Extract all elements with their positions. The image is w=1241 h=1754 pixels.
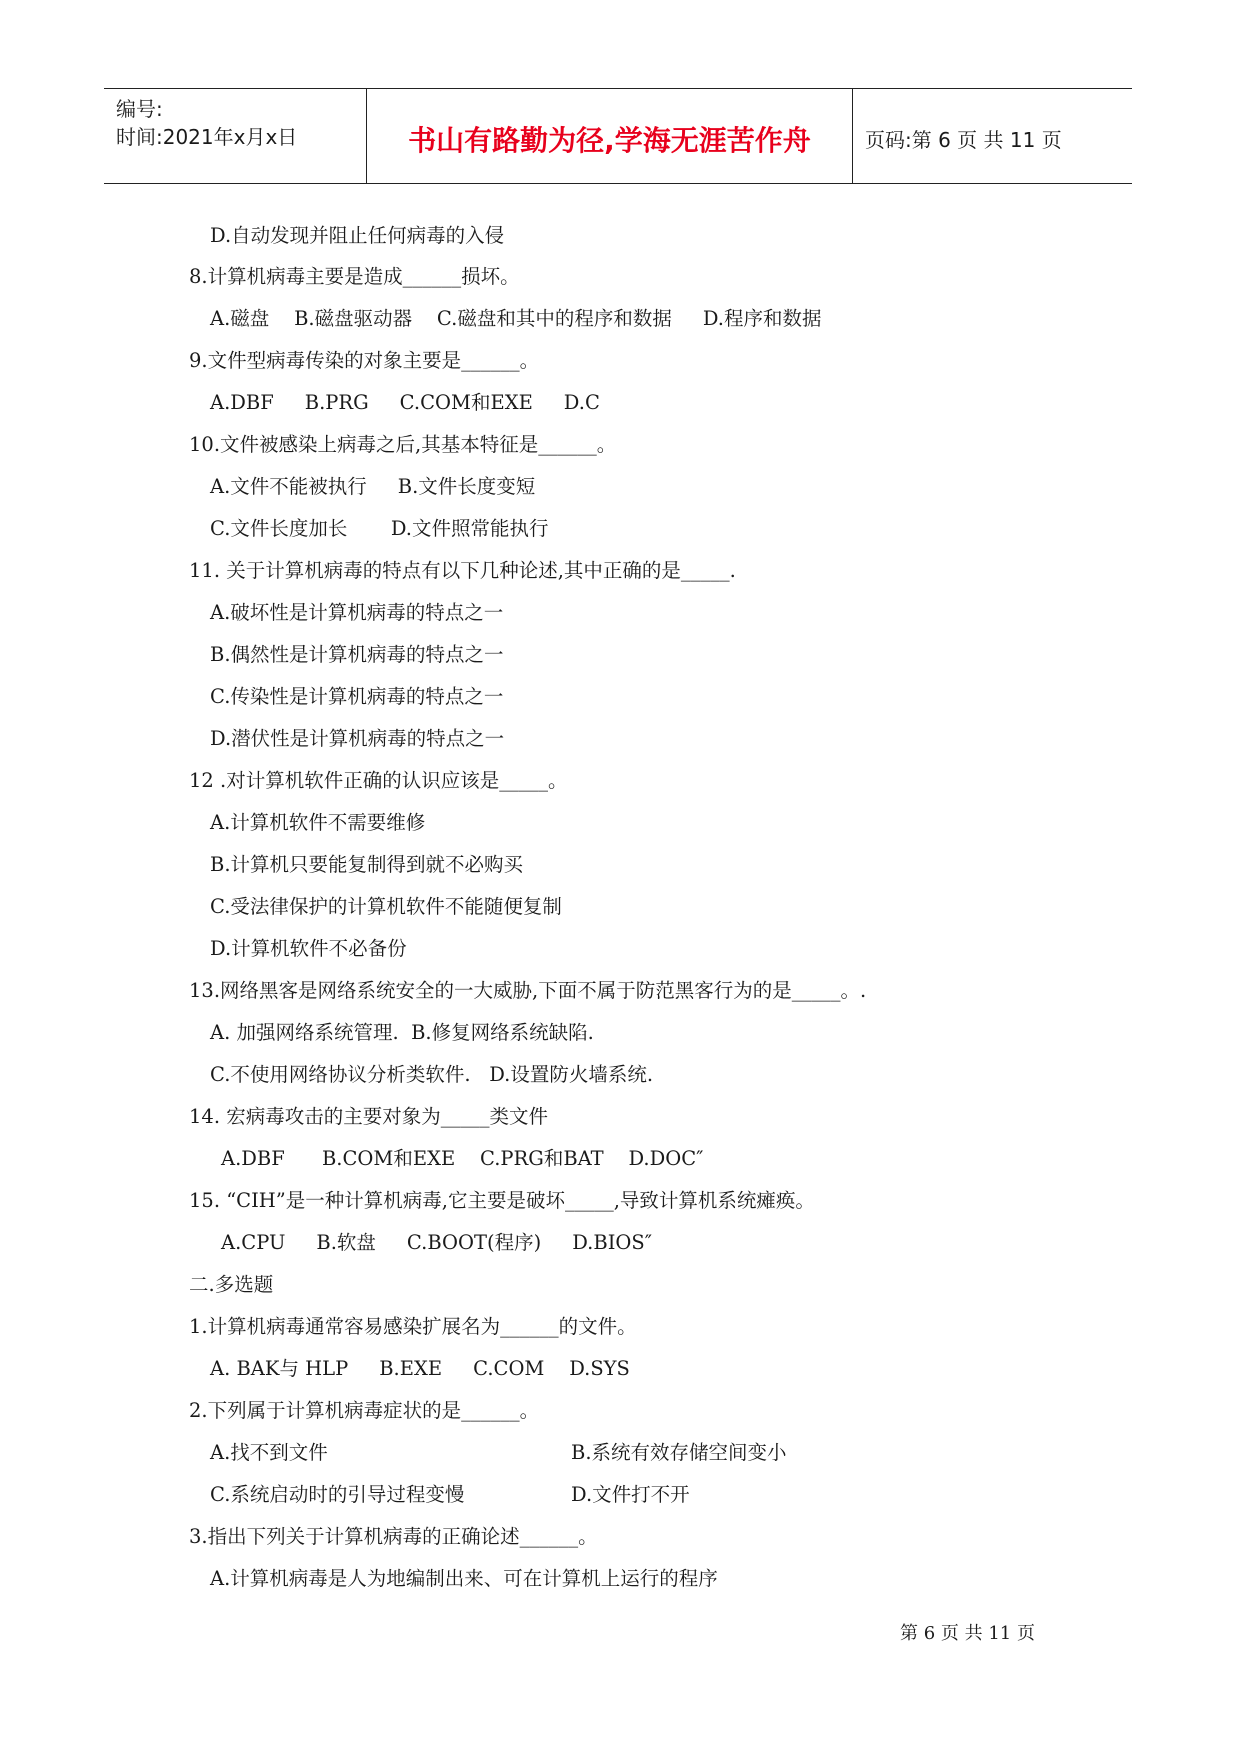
header-page-number: 页码:第 6 页 共 11 页 — [865, 128, 1062, 152]
header-page-cell — [853, 89, 1132, 183]
question-line: 8.计算机病毒主要是造成______损坏。 — [189, 265, 520, 288]
option-line: D.计算机软件不必备份 — [210, 937, 407, 960]
question-line: 12 .对计算机软件正确的认识应该是_____。 — [189, 769, 568, 792]
header-motto-cell — [366, 89, 853, 183]
question-line: 3.指出下列关于计算机病毒的正确论述______。 — [189, 1525, 598, 1548]
page-header — [104, 88, 1132, 184]
option-line: B.偶然性是计算机病毒的特点之一 — [210, 643, 504, 666]
option-line: D.自动发现并阻止任何病毒的入侵 — [210, 224, 505, 247]
option-line: A. 加强网络系统管理. B.修复网络系统缺陷. — [210, 1021, 594, 1044]
option-line: C.文件长度加长 D.文件照常能执行 — [210, 517, 549, 540]
option-line: A.DBF B.COM和EXE C.PRG和BAT D.DOC″ — [221, 1147, 704, 1170]
section-heading: 二.多选题 — [189, 1273, 274, 1296]
question-line: 15. “CIH”是一种计算机病毒,它主要是破坏_____,导致计算机系统瘫痪。 — [189, 1189, 815, 1212]
question-line: 2.下列属于计算机病毒症状的是______。 — [189, 1399, 540, 1422]
option-line: C.受法律保护的计算机软件不能随便复制 — [210, 895, 562, 918]
option-line: A. BAK与 HLP B.EXE C.COM D.SYS — [210, 1357, 630, 1380]
option-line: C.不使用网络协议分析类软件. D.设置防火墙系统. — [210, 1063, 654, 1086]
header-motto: 书山有路勤为径,学海无涯苦作舟 — [408, 124, 811, 157]
question-line: 14. 宏病毒攻击的主要对象为_____类文件 — [189, 1105, 548, 1128]
option-line: B.计算机只要能复制得到就不必购买 — [210, 853, 524, 876]
page-footer: 第 6 页 共 11 页 — [900, 1623, 1035, 1644]
question-line: 1.计算机病毒通常容易感染扩展名为______的文件。 — [189, 1315, 637, 1338]
option-line: C.系统启动时的引导过程变慢 — [210, 1483, 465, 1506]
option-line: A.磁盘 B.磁盘驱动器 C.磁盘和其中的程序和数据 D.程序和数据 — [210, 307, 822, 330]
option-line: A.计算机软件不需要维修 — [210, 811, 426, 834]
option-line: D.潜伏性是计算机病毒的特点之一 — [210, 727, 505, 750]
document-time-label: 时间:2021年x月x日 — [116, 125, 298, 149]
option-line: A.文件不能被执行 B.文件长度变短 — [210, 475, 536, 498]
option-line: A.找不到文件 — [210, 1441, 328, 1464]
question-line: 10.文件被感染上病毒之后,其基本特征是______。 — [189, 433, 617, 456]
document-number-label: 编号: — [116, 97, 163, 121]
option-line: D.文件打不开 — [571, 1483, 690, 1506]
option-line: B.系统有效存储空间变小 — [571, 1441, 787, 1464]
option-line: A.计算机病毒是人为地编制出来、可在计算机上运行的程序 — [210, 1567, 718, 1590]
option-line: A.DBF B.PRG C.COM和EXE D.C — [210, 391, 600, 414]
question-line: 11. 关于计算机病毒的特点有以下几种论述,其中正确的是_____. — [189, 559, 736, 582]
option-line: A.CPU B.软盘 C.BOOT(程序) D.BIOS″ — [221, 1231, 653, 1254]
option-line: A.破坏性是计算机病毒的特点之一 — [210, 601, 504, 624]
question-line: 9.文件型病毒传染的对象主要是______。 — [189, 349, 540, 372]
header-meta — [104, 89, 366, 183]
question-line: 13.网络黑客是网络系统安全的一大威胁,下面不属于防范黑客行为的是_____。. — [189, 979, 867, 1002]
option-line: C.传染性是计算机病毒的特点之一 — [210, 685, 504, 708]
